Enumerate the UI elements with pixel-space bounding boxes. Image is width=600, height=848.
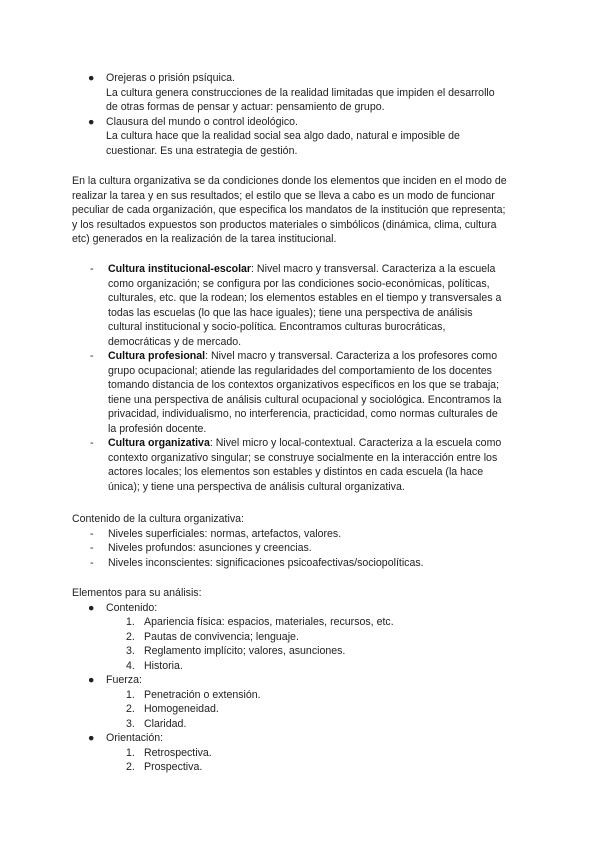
paragraph-line: y los resultados expuestos son productos materiales o simbólicos (dinámica, clima, cultura bbox=[72, 218, 497, 231]
culture-line: grupo ocupacional; atiende las regularidades del comportamiento de los docentes bbox=[108, 364, 492, 377]
culture-line: culturales, etc. que la rodean; los elementos estables en el tiempo y transversales a bbox=[108, 292, 502, 304]
culture-types-list bbox=[90, 262, 530, 494]
elementos-group-fuerza bbox=[88, 673, 532, 688]
culture-description: : Nivel macro y transversal. Caracteriza a la escuela bbox=[251, 263, 496, 275]
numbered-item: 1. Apariencia física: espacios, materiales, recursos, etc. bbox=[126, 616, 394, 628]
group-label: Contenido: bbox=[106, 601, 158, 614]
culture-item-first-line bbox=[108, 436, 530, 451]
elementos-group-orientacion bbox=[88, 731, 532, 746]
numbered-item: 1. Retrospectiva. bbox=[126, 746, 212, 759]
culture-item-profesional bbox=[90, 349, 530, 436]
dash-icon: - bbox=[90, 350, 94, 362]
contenido-item: - Niveles profundos: asunciones y creencias. bbox=[90, 542, 312, 554]
culture-item-first-line bbox=[108, 262, 530, 277]
paragraph-line: etc) generados en la realización de la tarea institucional. bbox=[72, 233, 337, 245]
paragraph-line: realizar la tarea y en sus resultados; el estilo que se lleva a cabo es un modo de funcionar bbox=[72, 189, 495, 202]
culture-item-institucional bbox=[90, 262, 530, 349]
culture-description: : Nivel micro y local-contextual. Caracteriza a la escuela como bbox=[209, 437, 502, 449]
numbered-item: 3. Claridad. bbox=[126, 717, 187, 730]
dash-icon: - bbox=[90, 527, 94, 540]
dash-icon: - bbox=[90, 542, 94, 554]
elementos-section bbox=[72, 586, 532, 775]
culture-line: democráticas y de mercado. bbox=[108, 335, 242, 348]
bullet-icon: ● bbox=[88, 115, 95, 128]
bullet-icon: ● bbox=[88, 674, 95, 686]
intro-bullet-line: La cultura hace que la realidad social sea algo dado, natural e imposible de bbox=[106, 130, 460, 142]
intro-bullet-2 bbox=[88, 115, 528, 159]
culture-line: como organización; se configura por las condiciones socio-económicas, políticas, bbox=[108, 277, 490, 290]
culture-line: única); y tiene una perspectiva de análisis cultural organizativa. bbox=[108, 480, 405, 493]
culture-item-first-line bbox=[108, 349, 530, 364]
culture-line: todas las escuelas (lo que las hace iguales); tiene una perspectiva de análisis bbox=[108, 306, 473, 319]
group-label: Fuerza: bbox=[106, 674, 142, 686]
paragraph-line: peculiar de cada organización, que especifica los mandatos de la institución que representa; bbox=[72, 204, 506, 216]
culture-term: Cultura organizativa bbox=[108, 437, 210, 449]
culture-line: contexto organizativo singular; se construye socialmente en la interacción entre los bbox=[108, 451, 498, 464]
numbered-item: 2. Homogeneidad. bbox=[126, 703, 219, 715]
numbered-item: 4. Historia. bbox=[126, 659, 183, 672]
intro-bullet-line: La cultura genera construcciones de la realidad limitadas que impiden el desarrollo bbox=[106, 86, 495, 99]
numbered-item: 2. Pautas de convivencia; lenguaje. bbox=[126, 630, 299, 643]
culture-term: Cultura institucional-escolar bbox=[108, 263, 252, 275]
culture-line: actores locales; los elementos son estables y distintos en cada escuela (la hace bbox=[108, 466, 484, 478]
bullet-icon: ● bbox=[88, 72, 95, 84]
intro-bullet-line: de otras formas de pensar y actuar: pensamiento de grupo. bbox=[106, 101, 385, 113]
culture-line: privacidad, individualismo, no interferencia, practicidad, como normas culturales de bbox=[108, 408, 498, 420]
intro-bullet-list bbox=[88, 71, 528, 158]
paragraph-line: En la cultura organizativa se da condiciones donde los elementos que inciden en el modo de bbox=[72, 175, 507, 187]
culture-line: tomando distancia de los contextos organizativos específicos en los que se trabaja; bbox=[108, 379, 500, 391]
group-label: Orientación: bbox=[106, 732, 164, 744]
numbered-item: 2. Prospectiva. bbox=[126, 761, 203, 773]
contenido-section bbox=[72, 512, 532, 570]
culture-item-organizativa bbox=[90, 436, 530, 494]
culture-line: tiene una perspectiva de análisis cultural ocupacional y sociológica. Encontramos la bbox=[108, 393, 502, 406]
numbered-item: 3. Reglamento implícito; valores, asunciones. bbox=[126, 645, 346, 657]
body-paragraph bbox=[72, 174, 542, 247]
culture-line: la profesión docente. bbox=[108, 422, 207, 435]
contenido-heading: Contenido de la cultura organizativa: bbox=[72, 513, 244, 525]
elementos-heading: Elementos para su análisis: bbox=[72, 587, 202, 599]
intro-bullet-title: Orejeras o prisión psíquica. bbox=[106, 72, 235, 84]
numbered-item: 1. Penetración o extensión. bbox=[126, 688, 261, 701]
dash-icon: - bbox=[90, 437, 94, 449]
bullet-icon: ● bbox=[88, 601, 95, 614]
bullet-icon: ● bbox=[88, 732, 95, 744]
intro-bullet-title: Clausura del mundo o control ideológico. bbox=[106, 115, 298, 128]
intro-bullet-line: cuestionar. Es una estrategia de gestión. bbox=[106, 144, 298, 157]
elementos-group-contenido bbox=[88, 601, 532, 616]
culture-line: cultural institucional y socio-política. Encontramos culturas burocráticas, bbox=[108, 321, 446, 333]
contenido-item: - Niveles superficiales: normas, artefactos, valores. bbox=[90, 527, 342, 540]
intro-bullet-1 bbox=[88, 71, 528, 115]
culture-term: Cultura profesional bbox=[108, 350, 206, 362]
contenido-item: - Niveles inconscientes: significaciones psicoafectivas/sociopolíticas. bbox=[90, 556, 424, 569]
dash-icon: - bbox=[90, 263, 94, 275]
dash-icon: - bbox=[90, 556, 94, 569]
culture-description: : Nivel macro y transversal. Caracteriza a los profesores como bbox=[205, 350, 498, 362]
